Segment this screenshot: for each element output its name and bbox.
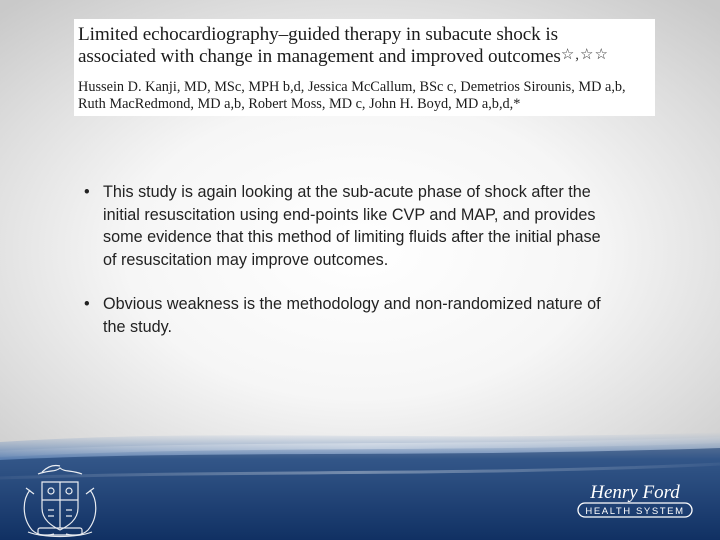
authors-line-1: Hussein D. Kanji, MD, MSc, MPH b,d, Jessica McCallum, BSc c, Demetrios Sirounis, MD a,b,: [78, 79, 626, 95]
article-title-text: associated with change in management and improved outcomes: [78, 46, 561, 67]
authors-line-2: Ruth MacRedmond, MD a,b, Robert Moss, MD c, John H. Boyd, MD a,b,d,*: [78, 96, 521, 112]
article-title-line-1: Limited echocardiography–guided therapy in subacute shock is: [78, 24, 558, 45]
bullet-text: This study is again looking at the sub-acute phase of shock after the initial resuscitation using end-points like CVP and MAP, and provides some evidence that this method of limiting fluids after the initial phase of resuscitation may improve outcomes.: [103, 183, 601, 269]
bullet-list: [84, 181, 614, 339]
bullet-item: [84, 181, 614, 271]
henry-ford-health-system-logo: [572, 478, 698, 522]
logo-script-text: Henry Ford: [590, 482, 680, 503]
article-header-image: [74, 19, 655, 116]
bullet-item: [84, 293, 614, 338]
logo-wordmark-text: HEALTH SYSTEM: [585, 506, 685, 517]
article-title-line-2: [78, 46, 609, 69]
bullet-symbol: •: [84, 295, 90, 314]
title-footnote-stars: ☆,☆☆: [560, 47, 609, 63]
bullet-text: Obvious weakness is the methodology and non-randomized nature of the study.: [103, 295, 601, 336]
bullet-symbol: •: [84, 183, 90, 201]
university-crest-icon: [8, 460, 113, 540]
